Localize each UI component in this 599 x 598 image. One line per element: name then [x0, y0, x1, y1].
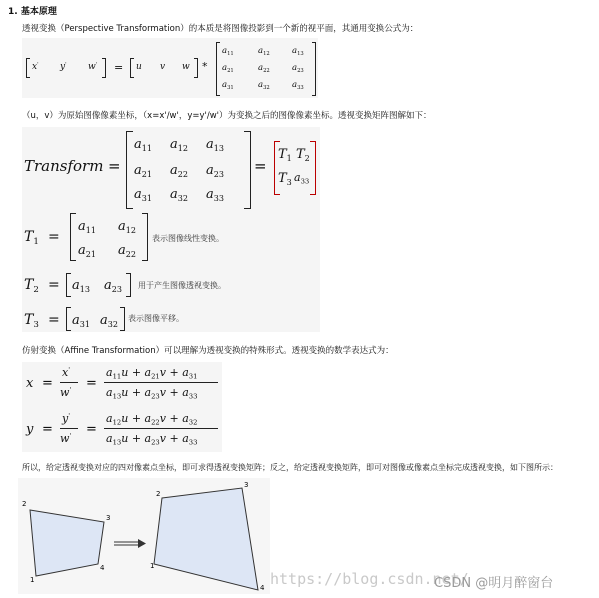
t2-a13: $a_{13}$ — [72, 278, 91, 294]
transform-panel: Transform = $a_{11}$ $a_{12}$ $a_{13}$ $a_{21}$ $a_{22}$ $a_{23}$ $a_{31}$ $a_{32}$ $a_{33}$ = $T_1$ $T_2$ $T_3$ $a_{33}$ $T_1$ = $a_{11}$ $a_{12}$ $a_{21}$ $a_{22}$ 表示图像线性变换。 $T_2$ = $a_{13}$ $a_{23}$ 用于产生图像透视变换。 $T_3$ = $a_{31}$ $a_{32}$ 表示图像平移。 — [22, 127, 320, 332]
t1-a22: $a_{22}$ — [118, 243, 137, 259]
eqy-den: $a_{13}u + a_{23}v + a_{33}$ — [106, 432, 198, 447]
f1-a32: $a_{32}$ — [258, 80, 270, 91]
final-text: 所以，给定透视变换对应的四对像素点坐标，即可求得透视变换矩阵；反之，给定透视变换矩阵，即可对图像或像素点坐标完成透视变换，如下图所示： — [22, 463, 558, 472]
perspective-diagram — [18, 478, 270, 594]
section-title: 1. 基本原理 — [8, 7, 57, 17]
lhs-y: y' — [60, 62, 67, 73]
intro-text: 透视变换（Perspective Transformation）的本质是将图像投影到一个新的视平面，其通用变换公式为： — [22, 24, 419, 34]
f1-a23: $a_{23}$ — [292, 63, 304, 74]
f1-a12: $a_{12}$ — [258, 46, 270, 57]
rhs-w: w — [182, 62, 190, 72]
t1-a21: $a_{21}$ — [78, 243, 97, 259]
block-t2: $T_2$ — [296, 147, 310, 163]
affine-text: 仿射变换（Affine Transformation）可以理解为透视变换的特殊形式。透视变换的数学表达式为： — [22, 346, 394, 356]
equations-panel: x = x' w' = $a_{11}u + a_{21}v + a_{31}$ $a_{13}u + a_{23}v + a_{33}$ y = y' w' = $a_{12}u + a_{22}v + a_{32}$ $a_{13}u + a_{23}v + a_{33}$ — [22, 362, 222, 452]
t3-a31: $a_{31}$ — [72, 313, 91, 329]
t-a22: $a_{22}$ — [170, 163, 189, 179]
f1-a13: $a_{13}$ — [292, 46, 304, 57]
t2-desc: 用于产生图像透视变换。 — [138, 281, 226, 290]
t3-desc: 表示图像平移。 — [128, 314, 184, 323]
eqx-den1: w' — [60, 386, 72, 399]
t-a21: $a_{21}$ — [134, 163, 153, 179]
t-a12: $a_{12}$ — [170, 137, 189, 153]
t2-a23: $a_{23}$ — [104, 278, 123, 294]
src-label-2: 2 — [22, 500, 27, 508]
tgt-label-3: 3 — [244, 481, 249, 489]
transform-label: Transform — [24, 157, 104, 175]
rhs-u: u — [136, 62, 142, 72]
f1-a33: $a_{33}$ — [292, 80, 304, 91]
eqx-den: $a_{13}u + a_{23}v + a_{33}$ — [106, 386, 198, 401]
t1-desc: 表示图像线性变换。 — [152, 234, 224, 243]
t-a31: $a_{31}$ — [134, 187, 153, 203]
src-label-1: 1 — [30, 576, 35, 584]
block-t3: $T_3$ — [278, 171, 292, 187]
f1-a21: $a_{21}$ — [222, 63, 234, 74]
block-t1: $T_1$ — [278, 147, 292, 163]
t-a32: $a_{32}$ — [170, 187, 189, 203]
block-a33: $a_{33}$ — [294, 171, 310, 186]
src-label-3: 3 — [106, 514, 111, 522]
eqy-num: $a_{12}u + a_{22}v + a_{32}$ — [106, 412, 198, 427]
tgt-label-2: 2 — [156, 490, 161, 498]
t-a23: $a_{23}$ — [206, 163, 225, 179]
tgt-label-1: 1 — [150, 562, 155, 570]
t-a13: $a_{13}$ — [206, 137, 225, 153]
eqy-num1: y' — [62, 412, 71, 425]
eqy-den1: w' — [60, 432, 72, 445]
coords-text: （u，v）为原始图像像素坐标，（x=x'/w'，y=y'/w'）为变换之后的图像像素坐标。透视变换矩阵图解如下： — [22, 111, 432, 121]
t2-label: $T_2$ — [24, 277, 39, 296]
formula1-panel: x' y' w' = u v w * $a_{11}$ $a_{12}$ $a_{13}$ $a_{21}$ $a_{22}$ $a_{23}$ $a_{31}$ $a_{32}$ $a_{33}$ — [22, 38, 318, 98]
lhs-x: x' — [32, 62, 39, 73]
src-label-4: 4 — [100, 564, 105, 572]
eqx-num: $a_{11}u + a_{21}v + a_{31}$ — [106, 366, 198, 381]
eqx-num1: x' — [62, 366, 71, 379]
t3-label: $T_3$ — [24, 312, 39, 331]
rhs-v: v — [160, 62, 166, 72]
t1-label: $T_1$ — [24, 229, 39, 248]
t1-a11: $a_{11}$ — [78, 219, 97, 235]
t-a11: $a_{11}$ — [134, 137, 153, 153]
t3-a32: $a_{32}$ — [100, 313, 119, 329]
lhs-w: w' — [88, 62, 98, 73]
f1-a22: $a_{22}$ — [258, 63, 270, 74]
watermark-url: https://blog.csdn.net/ — [270, 570, 469, 588]
f1-a31: $a_{31}$ — [222, 80, 234, 91]
eqx-lhs: x — [26, 376, 34, 391]
eqy-lhs: y — [26, 422, 34, 437]
t-a33: $a_{33}$ — [206, 187, 225, 203]
csdn-credit: CSDN @明月醉窗台 — [434, 576, 554, 591]
t1-a12: $a_{12}$ — [118, 219, 137, 235]
f1-a11: $a_{11}$ — [222, 46, 234, 57]
tgt-label-4: 4 — [260, 584, 265, 592]
